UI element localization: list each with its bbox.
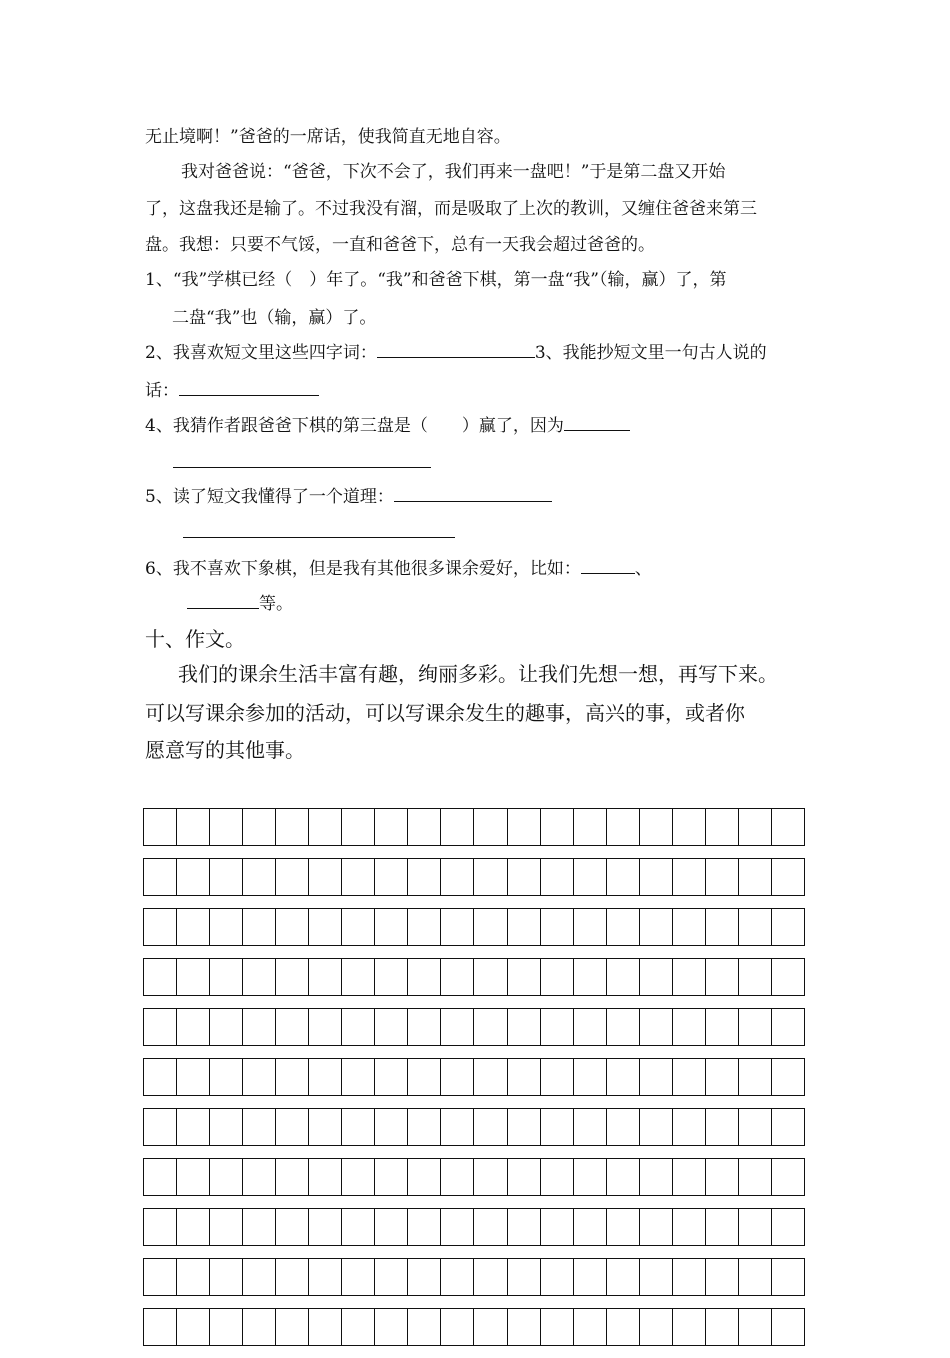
writing-grid-cell[interactable]: [772, 959, 805, 995]
writing-grid-cell[interactable]: [706, 809, 739, 845]
writing-grid-cell[interactable]: [673, 1309, 706, 1345]
writing-grid-cell[interactable]: [772, 1159, 805, 1195]
writing-grid-cell[interactable]: [739, 1259, 772, 1295]
writing-grid-cell[interactable]: [243, 1009, 276, 1045]
writing-grid-cell[interactable]: [309, 1309, 342, 1345]
writing-grid-cell[interactable]: [574, 859, 607, 895]
question-4-text: 4、我猜作者跟爸爸下棋的第三盘是（ ）赢了，因为: [145, 416, 564, 436]
writing-grid-cell[interactable]: [508, 859, 541, 895]
writing-grid-cell[interactable]: [177, 1309, 210, 1345]
writing-grid-cell[interactable]: [706, 959, 739, 995]
writing-grid-cell[interactable]: [474, 859, 507, 895]
writing-grid-cell[interactable]: [441, 1159, 474, 1195]
writing-grid-cell[interactable]: [772, 809, 805, 845]
writing-grid-cell[interactable]: [474, 959, 507, 995]
writing-grid-cell[interactable]: [541, 1109, 574, 1145]
writing-grid-cell[interactable]: [673, 959, 706, 995]
writing-grid-cell[interactable]: [772, 1109, 805, 1145]
writing-grid-cell[interactable]: [541, 859, 574, 895]
writing-grid-cell[interactable]: [739, 1009, 772, 1045]
writing-grid-cell[interactable]: [673, 1209, 706, 1245]
passage-line-3: 了，这盘我还是输了。不过我没有溜，而是吸取了上次的教训，又缠住爸爸来第三: [145, 199, 757, 219]
writing-grid-cell[interactable]: [309, 1009, 342, 1045]
writing-grid-cell[interactable]: [276, 1259, 309, 1295]
writing-grid-cell[interactable]: [144, 909, 177, 945]
writing-grid-cell[interactable]: [706, 1309, 739, 1345]
writing-grid-cell[interactable]: [640, 909, 673, 945]
question-3-text: 3、我能抄短文里一句古人说的: [534, 343, 767, 363]
writing-grid-cell[interactable]: [309, 959, 342, 995]
writing-grid-cell[interactable]: [574, 1259, 607, 1295]
writing-grid-row: [143, 1158, 805, 1196]
writing-grid-cell[interactable]: [508, 959, 541, 995]
writing-grid-cell[interactable]: [673, 1059, 706, 1095]
writing-grid-cell[interactable]: [441, 1109, 474, 1145]
question-6-separator: 、: [634, 559, 652, 579]
writing-grid-cell[interactable]: [541, 1009, 574, 1045]
writing-grid-cell[interactable]: [243, 1059, 276, 1095]
writing-grid-row: [143, 908, 805, 946]
writing-grid-cell[interactable]: [541, 1309, 574, 1345]
writing-grid-cell[interactable]: [276, 1109, 309, 1145]
writing-grid-cell[interactable]: [276, 909, 309, 945]
writing-grid-cell[interactable]: [607, 1309, 640, 1345]
writing-grid-cell[interactable]: [210, 1009, 243, 1045]
writing-grid-cell[interactable]: [375, 809, 408, 845]
question-4: [145, 414, 825, 437]
writing-grid-cell[interactable]: [441, 1309, 474, 1345]
question-2-text: 2、我喜欢短文里这些四字词：: [145, 343, 377, 363]
writing-grid-cell[interactable]: [276, 859, 309, 895]
writing-grid-cell[interactable]: [508, 809, 541, 845]
writing-grid-cell[interactable]: [640, 859, 673, 895]
writing-grid-cell[interactable]: [144, 1059, 177, 1095]
writing-grid-cell[interactable]: [772, 1059, 805, 1095]
writing-grid-cell[interactable]: [177, 1009, 210, 1045]
writing-grid-cell[interactable]: [474, 1259, 507, 1295]
writing-grid-cell[interactable]: [375, 1159, 408, 1195]
writing-grid-cell[interactable]: [375, 959, 408, 995]
writing-grid-cell[interactable]: [375, 1059, 408, 1095]
writing-grid-cell[interactable]: [375, 859, 408, 895]
writing-grid-cell[interactable]: [574, 959, 607, 995]
writing-grid-cell[interactable]: [342, 959, 375, 995]
writing-grid-cell[interactable]: [177, 909, 210, 945]
writing-grid-cell[interactable]: [342, 1059, 375, 1095]
writing-grid-cell[interactable]: [607, 1059, 640, 1095]
writing-grid-cell[interactable]: [772, 909, 805, 945]
writing-grid-cell[interactable]: [243, 1259, 276, 1295]
question-5-text: 5、读了短文我懂得了一个道理：: [145, 487, 394, 507]
writing-grid-cell[interactable]: [508, 1009, 541, 1045]
writing-grid-cell[interactable]: [243, 1309, 276, 1345]
writing-grid-cell[interactable]: [739, 909, 772, 945]
writing-grid-cell[interactable]: [177, 1059, 210, 1095]
writing-grid-cell[interactable]: [309, 1259, 342, 1295]
question-3-answer-blank[interactable]: [179, 379, 319, 396]
writing-grid-cell[interactable]: [739, 1059, 772, 1095]
writing-grid-cell[interactable]: [673, 1159, 706, 1195]
writing-grid-cell[interactable]: [474, 909, 507, 945]
writing-grid-cell[interactable]: [408, 1009, 441, 1045]
writing-grid-cell[interactable]: [342, 1209, 375, 1245]
writing-grid-cell[interactable]: [607, 909, 640, 945]
writing-grid-cell[interactable]: [177, 1259, 210, 1295]
writing-grid-cell[interactable]: [640, 959, 673, 995]
writing-grid-cell[interactable]: [739, 959, 772, 995]
writing-grid-cell[interactable]: [375, 1259, 408, 1295]
writing-grid-cell[interactable]: [210, 1209, 243, 1245]
writing-grid-cell[interactable]: [441, 909, 474, 945]
writing-grid-cell[interactable]: [177, 1159, 210, 1195]
writing-grid-cell[interactable]: [408, 1309, 441, 1345]
writing-grid-cell[interactable]: [276, 959, 309, 995]
writing-grid-cell[interactable]: [640, 809, 673, 845]
writing-grid-cell[interactable]: [508, 1259, 541, 1295]
writing-grid-cell[interactable]: [243, 859, 276, 895]
writing-grid-cell[interactable]: [541, 809, 574, 845]
writing-grid-cell[interactable]: [210, 809, 243, 845]
writing-grid-cell[interactable]: [210, 1159, 243, 1195]
writing-grid-row: [143, 1308, 805, 1346]
question-1-line-1: 1、“我”学棋已经（ ）年了。“我”和爸爸下棋，第一盘“我”（输，赢）了，第: [145, 270, 727, 290]
question-4-answer-line-2[interactable]: [173, 467, 431, 468]
writing-grid-cell[interactable]: [508, 909, 541, 945]
writing-grid-cell[interactable]: [739, 809, 772, 845]
writing-grid-cell[interactable]: [144, 859, 177, 895]
writing-grid-cell[interactable]: [574, 909, 607, 945]
writing-grid-cell[interactable]: [243, 1159, 276, 1195]
writing-grid-cell[interactable]: [541, 909, 574, 945]
writing-grid-cell[interactable]: [210, 1259, 243, 1295]
writing-grid-cell[interactable]: [177, 1209, 210, 1245]
question-5-answer-line-2[interactable]: [183, 537, 455, 538]
writing-grid-cell[interactable]: [342, 1309, 375, 1345]
writing-grid-cell[interactable]: [607, 1159, 640, 1195]
writing-grid-cell[interactable]: [508, 1309, 541, 1345]
writing-grid-cell[interactable]: [276, 1209, 309, 1245]
writing-grid-cell[interactable]: [574, 1309, 607, 1345]
writing-grid-cell[interactable]: [243, 809, 276, 845]
writing-grid-row: [143, 958, 805, 996]
writing-grid-cell[interactable]: [243, 959, 276, 995]
writing-grid-cell[interactable]: [673, 1109, 706, 1145]
writing-grid-cell[interactable]: [772, 1259, 805, 1295]
writing-grid-cell[interactable]: [508, 1159, 541, 1195]
writing-grid-cell[interactable]: [541, 1159, 574, 1195]
writing-grid-cell[interactable]: [607, 1209, 640, 1245]
writing-grid-cell[interactable]: [474, 1209, 507, 1245]
writing-grid-cell[interactable]: [210, 859, 243, 895]
writing-grid-cell[interactable]: [706, 1159, 739, 1195]
writing-grid-cell[interactable]: [706, 909, 739, 945]
writing-grid-cell[interactable]: [673, 1009, 706, 1045]
writing-grid-cell[interactable]: [474, 809, 507, 845]
writing-grid-cell[interactable]: [144, 1209, 177, 1245]
writing-grid-cell[interactable]: [706, 1109, 739, 1145]
writing-grid-row: [143, 1008, 805, 1046]
writing-grid-cell[interactable]: [177, 809, 210, 845]
writing-grid-cell[interactable]: [177, 1109, 210, 1145]
writing-grid-cell[interactable]: [640, 1259, 673, 1295]
composition-prompt-line-2: 可以写课余参加的活动，可以写课余发生的趣事，高兴的事，或者你: [145, 701, 745, 725]
writing-grid-cell[interactable]: [441, 1259, 474, 1295]
writing-grid-cell[interactable]: [309, 809, 342, 845]
question-2-answer-blank[interactable]: [377, 341, 535, 358]
writing-grid-cell[interactable]: [739, 1109, 772, 1145]
writing-grid-cell[interactable]: [474, 1159, 507, 1195]
question-6-hobby-blank-2[interactable]: [187, 592, 259, 609]
writing-grid-cell[interactable]: [408, 1109, 441, 1145]
writing-grid-cell[interactable]: [541, 1059, 574, 1095]
writing-grid-cell[interactable]: [640, 1059, 673, 1095]
writing-grid-cell[interactable]: [243, 909, 276, 945]
question-1-line-2: 二盘“我”也（输，赢）了。: [172, 308, 377, 328]
writing-grid-cell[interactable]: [607, 1109, 640, 1145]
writing-grid-cell[interactable]: [739, 1209, 772, 1245]
writing-grid-cell[interactable]: [673, 909, 706, 945]
writing-grid-cell[interactable]: [144, 1009, 177, 1045]
writing-grid-cell[interactable]: [210, 1309, 243, 1345]
writing-grid-cell[interactable]: [607, 859, 640, 895]
writing-grid-cell[interactable]: [640, 1309, 673, 1345]
writing-grid-cell[interactable]: [640, 1109, 673, 1145]
writing-grid-cell[interactable]: [210, 1109, 243, 1145]
writing-grid-cell[interactable]: [408, 1259, 441, 1295]
writing-grid-row: [143, 1208, 805, 1246]
writing-grid-cell[interactable]: [574, 1109, 607, 1145]
writing-grid-cell[interactable]: [474, 1109, 507, 1145]
question-6: [145, 557, 825, 580]
question-2: [145, 341, 825, 364]
writing-grid-row: [143, 808, 805, 846]
question-6-continued: [187, 592, 867, 615]
writing-grid-cell[interactable]: [210, 959, 243, 995]
writing-grid-cell[interactable]: [607, 959, 640, 995]
writing-grid-cell[interactable]: [607, 809, 640, 845]
writing-grid-cell[interactable]: [640, 1159, 673, 1195]
writing-grid-cell[interactable]: [375, 1209, 408, 1245]
writing-grid-cell[interactable]: [706, 1059, 739, 1095]
writing-grid-cell[interactable]: [276, 1059, 309, 1095]
writing-grid-row: [143, 1058, 805, 1096]
writing-grid-cell[interactable]: [508, 1059, 541, 1095]
writing-grid-cell[interactable]: [342, 1159, 375, 1195]
writing-grid-cell[interactable]: [408, 1059, 441, 1095]
writing-grid-cell[interactable]: [739, 1159, 772, 1195]
question-3-text-end: 话：: [145, 381, 179, 401]
writing-grid-cell[interactable]: [309, 1159, 342, 1195]
writing-grid[interactable]: [143, 808, 805, 1358]
writing-grid-cell[interactable]: [309, 1109, 342, 1145]
writing-grid-cell[interactable]: [508, 1109, 541, 1145]
writing-grid-cell[interactable]: [408, 1209, 441, 1245]
writing-grid-cell[interactable]: [640, 1209, 673, 1245]
writing-grid-cell[interactable]: [772, 1209, 805, 1245]
writing-grid-cell[interactable]: [441, 809, 474, 845]
writing-grid-cell[interactable]: [276, 1309, 309, 1345]
writing-grid-cell[interactable]: [408, 1159, 441, 1195]
writing-grid-cell[interactable]: [673, 859, 706, 895]
writing-grid-cell[interactable]: [144, 959, 177, 995]
composition-heading: 十、作文。: [145, 627, 245, 651]
passage-line-1: 无止境啊！”爸爸的一席话，使我简直无地自容。: [145, 127, 511, 147]
writing-grid-cell[interactable]: [408, 809, 441, 845]
writing-grid-cell[interactable]: [408, 909, 441, 945]
writing-grid-cell[interactable]: [574, 1209, 607, 1245]
writing-grid-cell[interactable]: [706, 1209, 739, 1245]
writing-grid-cell[interactable]: [177, 959, 210, 995]
writing-grid-cell[interactable]: [541, 1259, 574, 1295]
writing-grid-cell[interactable]: [574, 1059, 607, 1095]
composition-prompt-line-1: 我们的课余生活丰富有趣，绚丽多彩。让我们先想一想，再写下来。: [178, 662, 778, 686]
writing-grid-cell[interactable]: [739, 859, 772, 895]
writing-grid-cell[interactable]: [375, 1109, 408, 1145]
writing-grid-cell[interactable]: [706, 859, 739, 895]
passage-line-4: 盘。我想：只要不气馁，一直和爸爸下，总有一天我会超过爸爸的。: [145, 235, 655, 255]
question-4-answer-blank[interactable]: [564, 414, 630, 431]
writing-grid-cell[interactable]: [375, 1009, 408, 1045]
writing-grid-cell[interactable]: [408, 859, 441, 895]
writing-grid-cell[interactable]: [342, 909, 375, 945]
writing-grid-cell[interactable]: [210, 909, 243, 945]
writing-grid-cell[interactable]: [706, 1259, 739, 1295]
question-6-end-text: 等。: [259, 594, 293, 614]
writing-grid-cell[interactable]: [474, 1059, 507, 1095]
writing-grid-cell[interactable]: [144, 809, 177, 845]
writing-grid-cell[interactable]: [772, 1309, 805, 1345]
writing-grid-cell[interactable]: [375, 1309, 408, 1345]
writing-grid-cell[interactable]: [342, 1109, 375, 1145]
writing-grid-cell[interactable]: [309, 1209, 342, 1245]
writing-grid-cell[interactable]: [342, 859, 375, 895]
writing-grid-cell[interactable]: [243, 1209, 276, 1245]
question-5-answer-blank[interactable]: [394, 485, 552, 502]
writing-grid-cell[interactable]: [375, 909, 408, 945]
composition-prompt-line-3: 愿意写的其他事。: [145, 738, 305, 762]
writing-grid-cell[interactable]: [541, 959, 574, 995]
writing-grid-cell[interactable]: [441, 1009, 474, 1045]
writing-grid-cell[interactable]: [474, 1309, 507, 1345]
writing-grid-cell[interactable]: [243, 1109, 276, 1145]
writing-grid-cell[interactable]: [441, 1059, 474, 1095]
writing-grid-cell[interactable]: [309, 859, 342, 895]
writing-grid-cell[interactable]: [309, 1059, 342, 1095]
writing-grid-cell[interactable]: [574, 1159, 607, 1195]
question-6-hobby-blank-1[interactable]: [581, 557, 635, 574]
writing-grid-cell[interactable]: [772, 1009, 805, 1045]
writing-grid-cell[interactable]: [607, 1259, 640, 1295]
writing-grid-cell[interactable]: [441, 959, 474, 995]
writing-grid-cell[interactable]: [640, 1009, 673, 1045]
writing-grid-cell[interactable]: [673, 1259, 706, 1295]
writing-grid-cell[interactable]: [772, 859, 805, 895]
writing-grid-cell[interactable]: [541, 1209, 574, 1245]
writing-grid-cell[interactable]: [706, 1009, 739, 1045]
writing-grid-cell[interactable]: [441, 859, 474, 895]
writing-grid-cell[interactable]: [673, 809, 706, 845]
writing-grid-cell[interactable]: [144, 1159, 177, 1195]
writing-grid-cell[interactable]: [144, 1259, 177, 1295]
writing-grid-cell[interactable]: [739, 1309, 772, 1345]
question-5: [145, 485, 825, 508]
writing-grid-cell[interactable]: [177, 859, 210, 895]
writing-grid-cell[interactable]: [342, 809, 375, 845]
writing-grid-cell[interactable]: [342, 1009, 375, 1045]
passage-line-2: 我对爸爸说：“爸爸，下次不会了，我们再来一盘吧！”于是第二盘又开始: [181, 162, 726, 182]
writing-grid-cell[interactable]: [508, 1209, 541, 1245]
writing-grid-cell[interactable]: [276, 1159, 309, 1195]
writing-grid-cell[interactable]: [210, 1059, 243, 1095]
writing-grid-row: [143, 1108, 805, 1146]
writing-grid-cell[interactable]: [607, 1009, 640, 1045]
question-6-text: 6、我不喜欢下象棋，但是我有其他很多课余爱好，比如：: [145, 559, 581, 579]
writing-grid-cell[interactable]: [144, 1309, 177, 1345]
writing-grid-cell[interactable]: [441, 1209, 474, 1245]
writing-grid-cell[interactable]: [574, 1009, 607, 1045]
writing-grid-cell[interactable]: [276, 809, 309, 845]
writing-grid-cell[interactable]: [342, 1259, 375, 1295]
writing-grid-cell[interactable]: [144, 1109, 177, 1145]
writing-grid-cell[interactable]: [574, 809, 607, 845]
writing-grid-row: [143, 858, 805, 896]
writing-grid-cell[interactable]: [474, 1009, 507, 1045]
writing-grid-cell[interactable]: [309, 909, 342, 945]
writing-grid-row: [143, 1258, 805, 1296]
question-3-continued: [145, 379, 825, 402]
writing-grid-cell[interactable]: [408, 959, 441, 995]
writing-grid-cell[interactable]: [276, 1009, 309, 1045]
